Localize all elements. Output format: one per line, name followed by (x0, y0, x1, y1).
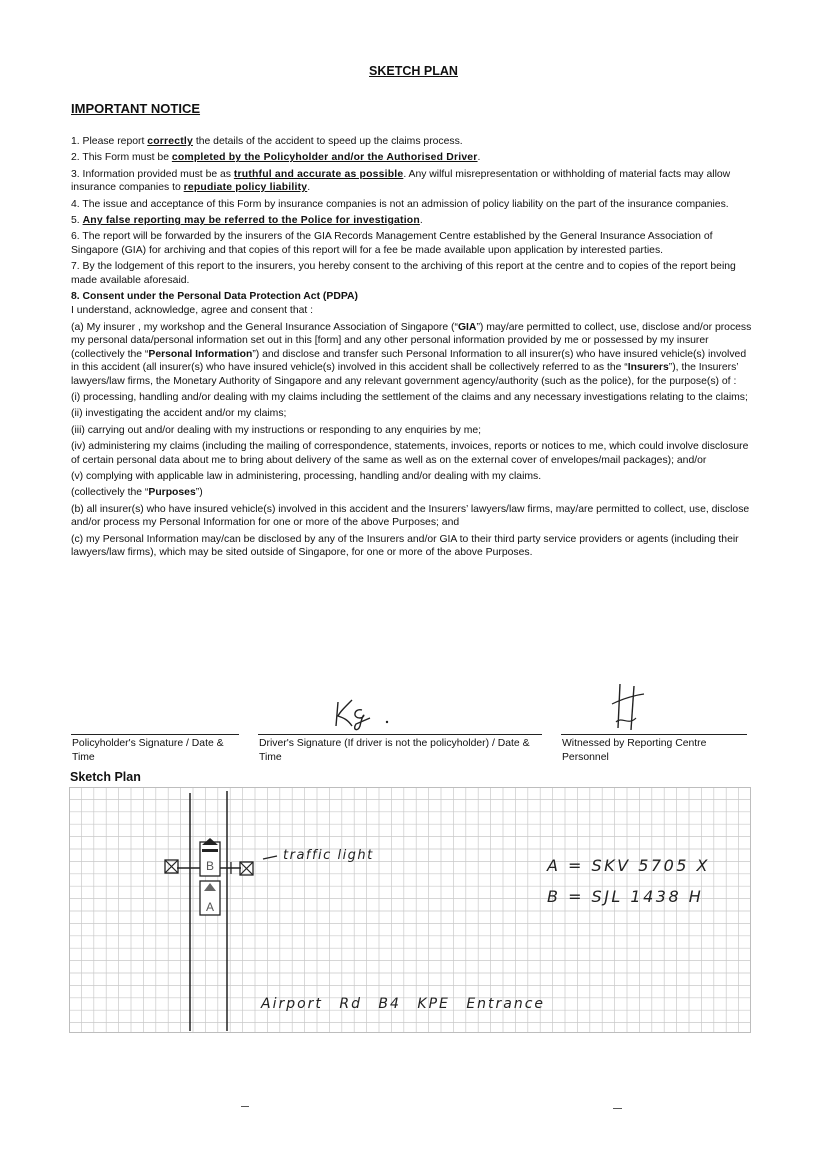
consent-a: (a) My insurer , my workshop and the General Insurance Association of Singapore (“GIA”) may/are permitted to collect, use, disclose and/or process my personal data/personal information set out in this [form] and any other personal information provided by me or possessed by my insurer (collectively the “Personal Information”) and disclose and transfer such Personal Information to all insurer(s) who have insured vehicle(s) involved in this accident (all insurer(s) who have insured vehicle(s) involved in this accident shall be collectively referred to as the “Insurers”), the Insurers’ lawyers/law firms, the Monetary Authority of Singapore and any relevant government agency/authority (such as the police), for the purpose(s) of : (71, 321, 752, 387)
traffic-light-note: traffic light (283, 848, 374, 863)
notice-item-6: 6. The report will be forwarded by the insurers of the GIA Records Management Centre established by the General Insurance Association of Singapore (GIA) for archiving and that copies of this report will for a fee be made available upon application by interested parties. (71, 231, 713, 256)
notice-item-7: 7. By the lodgement of this report to the insurers, you hereby consent to the archiving of this report at the centre and to copies of the report being made available aforesaid. (71, 261, 736, 286)
consent-ii: (ii) investigating the accident and/or my claims; (71, 408, 287, 420)
scan-mark (613, 1108, 622, 1109)
notice-item-5: 5. Any false reporting may be referred to the Police for investigation. (71, 215, 423, 227)
traffic-light-right-icon (240, 862, 253, 875)
scan-mark (241, 1106, 249, 1107)
consent-intro: I understand, acknowledge, agree and consent that : (71, 305, 314, 317)
traffic-light-left-icon (165, 860, 178, 873)
consent-iii: (iii) carrying out and/or dealing with my instructions or responding to any enquiries by me; (71, 424, 482, 436)
traffic-light-pointer (263, 856, 277, 859)
policyholder-signature-line (71, 734, 239, 735)
vehicle-a-label: A (205, 900, 215, 914)
sketch-heading: Sketch Plan (70, 770, 141, 784)
plate-a-note: A = SKV 5705 X (547, 856, 710, 875)
consent-c: (c) my Personal Information may/can be disclosed by any of the Insurers and/or GIA to their third party service providers or agents (including their lawyers/law firms), which may be sited outside of Singapore, for one or more of the above Purposes. (71, 533, 739, 558)
plate-b-note: B = SJL 1438 H (547, 887, 704, 906)
driver-signature-label: Driver's Signature (If driver is not the policyholder) / Date & Time (259, 738, 530, 763)
notice-item-8: 8. Consent under the Personal Data Protection Act (PDPA) (71, 291, 358, 303)
notice-body (71, 135, 754, 562)
consent-b: (b) all insurer(s) who have insured vehicle(s) involved in this accident and the Insurers’ lawyers/law firms, may/are permitted to collect, use, disclose and/or process my Personal Information for one or more of the above Purposes; and (71, 503, 750, 529)
policyholder-signature-label: Policyholder's Signature / Date & Time (72, 738, 224, 763)
notice-item-2: 2. This Form must be completed by the Policyholder and/or the Authorised Driver. (71, 152, 481, 164)
consent-purposes: (collectively the “Purposes”) (71, 487, 203, 499)
notice-item-3: 3. Information provided must be as truthful and accurate as possible. Any wilful misrepresentation or withholding of material facts may allow insurance companies to repudiate policy liability. (71, 168, 731, 194)
sketch-grid (69, 787, 751, 1038)
driver-signature-line (258, 734, 542, 735)
consent-v: (v) complying with applicable law in administering, processing, handling and/or dealing with my claims. (71, 470, 542, 482)
consent-iv: (iv) administering my claims (including the mailing of correspondence, statements, invoices, reports or notices to me, which could involve disclosure of certain personal data about me to bring about delivery of the same as well as on the external cover of envelopes/mail packages); and/or (71, 441, 749, 466)
page-title: SKETCH PLAN (369, 64, 458, 78)
witness-signature-label: Witnessed by Reporting Centre Personnel (562, 738, 707, 763)
driver-signature (330, 696, 400, 734)
notice-item-4: 4. The issue and acceptance of this Form by insurance companies is not an admission of policy liability on the part of the insurance companies. (71, 198, 729, 210)
witness-signature-line (561, 734, 747, 735)
consent-i: (i) processing, handling and/or dealing with my claims including the settlement of the claims and any necessary investigations relating to the claims; (71, 391, 748, 403)
notice-heading: IMPORTANT NOTICE (71, 101, 201, 116)
notice-item-1: 1. Please report correctly the details of the accident to speed up the claims process. (71, 136, 463, 147)
road-name-note: Airport Rd B4 KPE Entrance (261, 996, 546, 1012)
witness-signature (606, 682, 656, 734)
vehicle-b-label: B (205, 859, 215, 873)
